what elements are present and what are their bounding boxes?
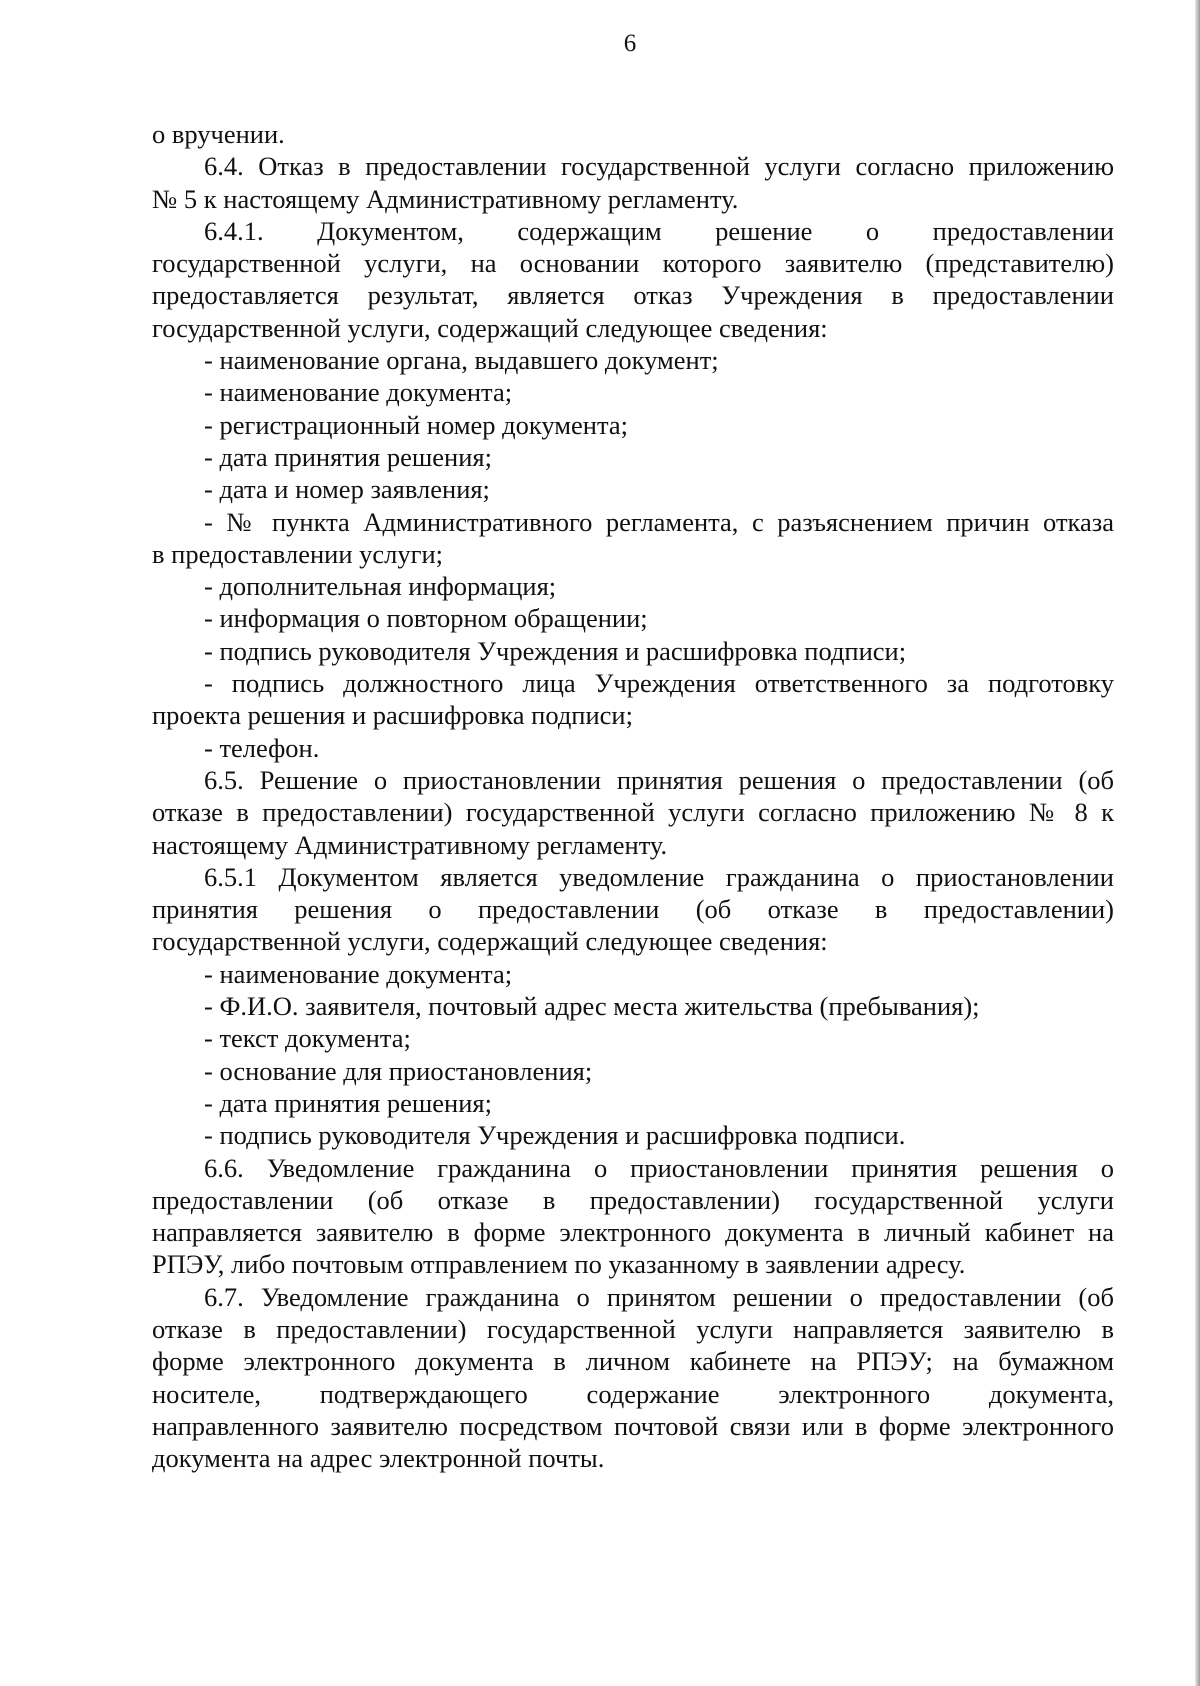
text-line: - информация о повторном обращении; (204, 603, 648, 634)
text-line: - наименование документа; (204, 377, 513, 408)
text-line: - наименование органа, выдавшего документ; (204, 345, 719, 376)
text-line: отказе в предоставлении) государственной услуги направляется заявителю в (152, 1313, 1114, 1344)
text-line: в предоставлении услуги; (152, 538, 444, 569)
page-edge (1195, 0, 1200, 1686)
text-line: - дата принятия решения; (204, 1087, 492, 1118)
text-line: форме электронного документа в личном кабинете на РПЭУ; на бумажном (152, 1346, 1114, 1377)
text-line: - подпись руководителя Учреждения и расшифровка подписи. (204, 1120, 906, 1151)
text-line: государственной услуги, содержащий следующее сведения: (152, 312, 828, 343)
text-line: 6.4.1. Документом, содержащим решение о предоставлении (204, 215, 1114, 246)
text-line: отказе в предоставлении) государственной услуги согласно приложению № 8 к (152, 797, 1114, 828)
text-line: - подпись руководителя Учреждения и расшифровка подписи; (204, 635, 907, 666)
text-line: о вручении. (152, 119, 285, 149)
text-line: - дата и номер заявления; (204, 474, 490, 505)
text-line: - основание для приостановления; (204, 1055, 593, 1086)
text-line: принятия решения о предоставлении (об отказе в предоставлении) (152, 894, 1114, 925)
text-line: направленного заявителю посредством почтовой связи или в форме электронного (152, 1410, 1114, 1441)
text-line: - № пункта Административного регламента, с разъяснением причин отказа (204, 506, 1114, 537)
text-line: предоставлении (об отказе в предоставлении) государственной услуги (152, 1184, 1114, 1215)
text-line: - подпись должностного лица Учреждения ответственного за подготовку (204, 668, 1114, 699)
text-line: 6.6. Уведомление гражданина о приостановлении принятия решения о (204, 1152, 1114, 1183)
page-number: 6 (623, 30, 637, 57)
text-line: - Ф.И.О. заявителя, почтовый адрес места жительства (пребывания); (204, 991, 980, 1022)
text-line: государственной услуги, содержащий следующее сведения: (152, 926, 828, 957)
text-line: - наименование документа; (204, 958, 513, 989)
text-line: проекта решения и расшифровка подписи; (152, 700, 633, 731)
text-line: - текст документа; (204, 1023, 411, 1054)
text-line: 6.5. Решение о приостановлении принятия решения о предоставлении (об (204, 764, 1114, 795)
text-line: документа на адрес электронной почты. (152, 1443, 605, 1474)
text-line: 6.7. Уведомление гражданина о принятом решении о предоставлении (об (204, 1281, 1114, 1312)
text-line: РПЭУ, либо почтовым отправлением по указанному в заявлении адресу. (152, 1249, 966, 1280)
text-line: 6.4. Отказ в предоставлении государственной услуги согласно приложению (204, 151, 1114, 182)
document-body (152, 118, 1114, 1474)
text-line: государственной услуги, на основании которого заявителю (представителю) (152, 248, 1114, 279)
text-line: направляется заявителю в форме электронного документа в личный кабинет на (152, 1217, 1114, 1248)
text-line: - дата принятия решения; (204, 441, 492, 472)
text-line: настоящему Административному регламенту. (152, 829, 668, 860)
text-line: предоставляется результат, является отказ Учреждения в предоставлении (152, 280, 1114, 311)
text-line: № 5 к настоящему Административному регламенту. (152, 183, 739, 214)
text-line: - регистрационный номер документа; (204, 409, 628, 440)
text-line: 6.5.1 Документом является уведомление гражданина о приостановлении (204, 861, 1114, 892)
text-line: - телефон. (204, 732, 320, 763)
text-line: носителе, подтверждающего содержание электронного документа, (152, 1378, 1114, 1409)
text-line: - дополнительная информация; (204, 571, 557, 602)
